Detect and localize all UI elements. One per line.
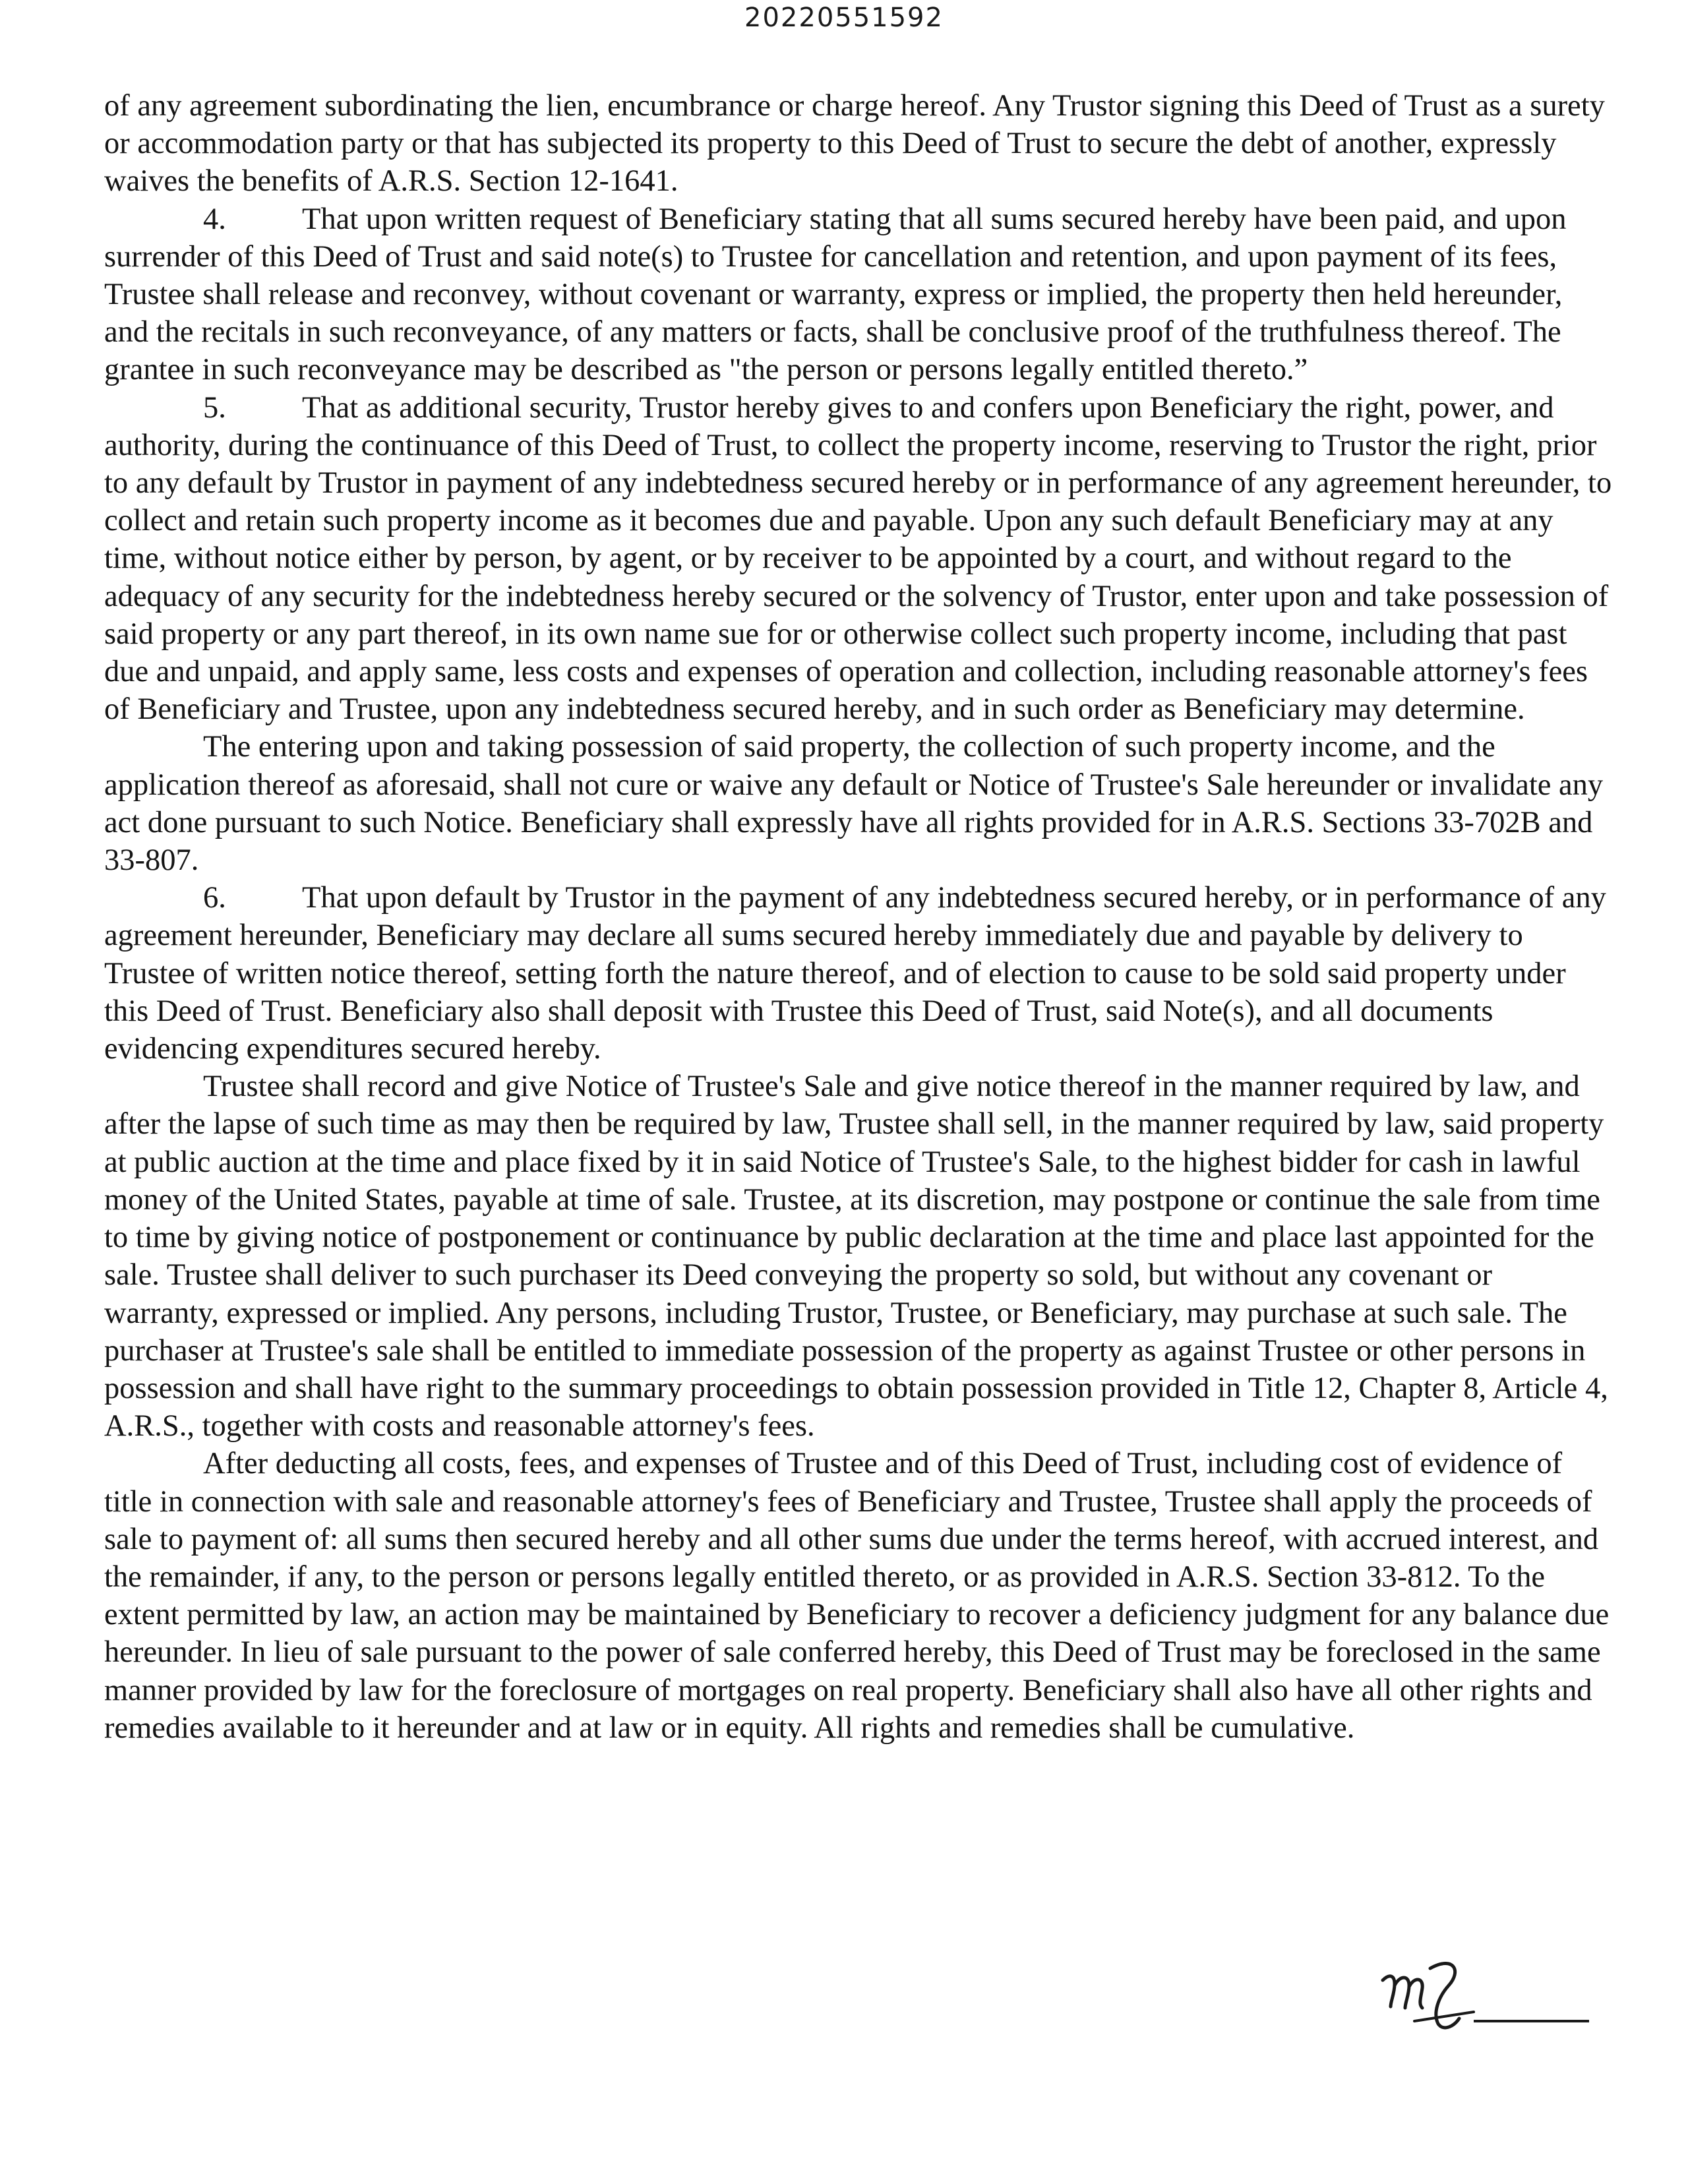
paragraph-4-number: 4.	[203, 202, 226, 236]
paragraph-6	[104, 879, 1614, 1068]
paragraph-6-number: 6.	[203, 881, 226, 915]
paragraph-6-proceeds: After deducting all costs, fees, and expenses of Trustee and of this Deed of Trust, including cost of evidence of title in connection with sale and reasonable attorney's fees of Beneficiary and Trustee, Trustee shall apply the proceeds of sale to payment of: all sums then secured hereby and all other sums due under the terms hereof, with accrued interest, and the remainder, if any, to the person or persons legally entitled thereto, or as provided in A.R.S. Section 33-812. To the extent permitted by law, an action may be maintained by Beneficiary to recover a deficiency judgment for any balance due hereunder. In lieu of sale pursuant to the power of sale conferred hereby, this Deed of Trust may be foreclosed in the same manner provided by law for the foreclosure of mortgages on real property. Beneficiary shall also have all other rights and remedies available to it hereunder and at law or in equity. All rights and remedies shall be cumulative.	[104, 1447, 1610, 1745]
document-number: 20220551592	[744, 3, 944, 33]
paragraph-6-trustee-sale: Trustee shall record and give Notice of Trustee's Sale and give notice thereof in the manner required by law, and after the lapse of such time as may then be required by law, Trustee shall sell, in the manner required by law, said property at public auction at the time and place fixed by it in said Notice of Trustee's Sale, to the highest bidder for cash in lawful money of the United States, payable at time of sale. Trustee, at its discretion, may postpone or continue the sale from time to time by giving notice of postponement or continuance by public declaration at the time and place last appointed for the sale. Trustee shall deliver to such purchaser its Deed conveying the property so sold, but without any covenant or warranty, expressed or implied. Any persons, including Trustor, Trustee, or Beneficiary, may purchase at such sale. The purchaser at Trustee's sale shall be entitled to immediate possession of the property as against Trustee or other persons in possession and shall have right to the summary proceedings to obtain possession provided in Title 12, Chapter 8, Article 4, A.R.S., together with costs and reasonable attorney's fees.	[104, 1070, 1608, 1443]
paragraph-5-continued: The entering upon and taking possession of said property, the collection of such property income, and the application thereof as aforesaid, shall not cure or waive any default or Notice of Trustee's Sale hereunder or invalidate any act done pursuant to such Notice. Beneficiary shall expressly have all rights provided for in A.R.S. Sections 33-702B and 33-807.	[104, 730, 1604, 878]
paragraph-5-text: That as additional security, Trustor hereby gives to and confers upon Beneficiary the right, power, and authority, during the continuance of this Deed of Trust, to collect the property income, reserving to Trustor the right, prior to any default by Trustor in payment of any indebtedness secured hereby or in performance of any agreement hereunder, to collect and retain such property income as it becomes due and payable. Upon any such default Beneficiary may at any time, without notice either by person, by agent, or by receiver to be appointed by a court, and without regard to the adequacy of any security for the indebtedness hereby secured or the solvency of Trustor, enter upon and take possession of said property or any part thereof, in its own name sue for or otherwise collect such property income, including that past due and unpaid, and apply same, less costs and expenses of operation and collection, including reasonable attorney's fees of Beneficiary and Trustee, upon any indebtedness secured hereby, and in such order as Beneficiary may determine.	[104, 390, 1612, 727]
paragraph-4	[104, 200, 1614, 389]
handwritten-initials-icon	[1375, 1955, 1592, 2054]
paragraph-4-text: That upon written request of Beneficiary stating that all sums secured hereby have been paid, and upon surrender of this Deed of Trust and said note(s) to Trustee for cancellation and retention, and upon payment of its fees, Trustee shall release and reconvey, without covenant or warranty, express or implied, the property then held hereunder, and the recitals in such reconveyance, of any matters or facts, shall be conclusive proof of the truthfulness thereof. The grantee in such reconveyance may be described as "the person or persons legally entitled thereto.”	[104, 202, 1567, 387]
paragraph-5	[104, 389, 1614, 729]
paragraph-continuation: of any agreement subordinating the lien, encumbrance or charge hereof. Any Trustor signing this Deed of Trust as a surety or accommodation party or that has subjected its property to this Deed of Trust to secure the debt of another, expressly waives the benefits of A.R.S. Section 12-1641.	[104, 89, 1605, 198]
paragraph-6-text: That upon default by Trustor in the payment of any indebtedness secured hereby, or in performance of any agreement hereunder, Beneficiary may declare all sums secured hereby immediately due and payable by delivery to Trustee of written notice thereof, setting forth the nature thereof, and of election to cause to be sold said property under this Deed of Trust. Beneficiary also shall deposit with Trustee this Deed of Trust, said Note(s), and all documents evidencing expenditures secured hereby.	[104, 881, 1606, 1066]
initials-signature	[1375, 1955, 1592, 2054]
document-body	[104, 87, 1614, 1747]
paragraph-5-number: 5.	[203, 390, 226, 425]
